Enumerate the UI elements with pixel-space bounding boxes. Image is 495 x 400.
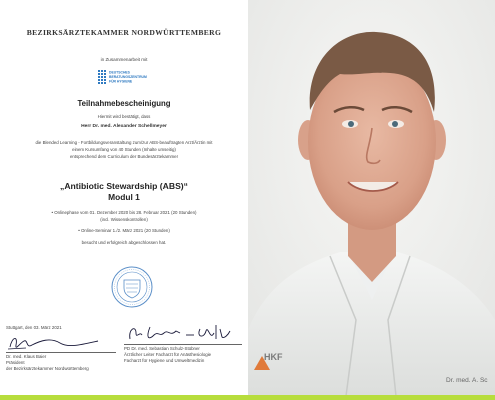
portrait-illustration: [248, 0, 495, 396]
name-badge: Dr. med. A. Sc: [446, 377, 488, 384]
partner-logo-line3: FÜR HYGIENE: [109, 79, 133, 84]
signatory-left: [6, 354, 89, 372]
signatory-right-role: Ärztlicher Leiter Facharzt für Anästhesiologie: [124, 352, 212, 357]
official-seal: [110, 265, 154, 309]
confirm-text: Hiermit wird bestätigt, dass: [97, 114, 151, 119]
signatory-left-role: Präsident: [6, 360, 25, 365]
certificate-title: Teilnahmebescheinigung: [77, 99, 171, 108]
signatory-right-specialty: Facharzt für Hygiene und Umweltmedizin: [124, 358, 205, 363]
signature-line-left: [6, 352, 116, 353]
partner-logo: [96, 66, 154, 88]
signature-right: [124, 319, 234, 345]
chamber-heading: BEZIRKSÄRZTEKAMMER NORDWÜRTTEMBERG: [26, 28, 222, 37]
online-phase-note: (incl. Wissenskontrollen): [100, 217, 148, 222]
signatory-left-org: der Bezirksärztekammer Nordwürttemberg: [6, 366, 89, 371]
hkf-logo-text: HKF: [264, 352, 283, 362]
course-description-line: entsprechend dem Curriculum der Bundesärztekammer: [69, 154, 179, 159]
participant-name: Herr Dr. med. Alexander Schellmeyer: [81, 124, 167, 129]
course-module: Modul 1: [108, 192, 140, 202]
online-phase: • Onlinephase vom 01. Dezember 2020 bis 28. Februar 2021 (20 Stunden): [51, 210, 197, 215]
cooperation-text: in Zusammenarbeit mit: [100, 57, 148, 62]
signatory-left-name: Dr. med. Klaus Baier: [6, 354, 47, 359]
course-description-line: die Blended Learning - Fortbildungsveranstaltung zum/zur ABS-beauftragten Arzt/Ärztin mit: [35, 140, 213, 145]
online-seminar: • Online-Seminar 1./2. März 2021 (20 Stunden): [78, 228, 170, 233]
course-description-line: einem Kursumfang von 40 Stunden (Inhalte umseitig): [72, 147, 176, 152]
completion-text: besucht und erfolgreich abgeschlossen hat.: [81, 240, 167, 245]
signatory-right-name: PD Dr. med. Sebastian Schulz-Stübner: [124, 346, 200, 351]
place-date: Stuttgart, den 03. März 2021: [6, 325, 62, 330]
signature-line-right: [124, 344, 242, 345]
portrait-photo: [248, 0, 495, 396]
accent-line: [0, 395, 495, 400]
partner-logo-line1: DEUTSCHES: [109, 70, 130, 75]
certificate: [0, 0, 248, 396]
signatory-right: [124, 346, 211, 364]
partner-logo-line2: BERATUNGSZENTRUM: [109, 75, 147, 79]
course-title: „Antibiotic Stewardship (ABS)“: [60, 181, 188, 191]
